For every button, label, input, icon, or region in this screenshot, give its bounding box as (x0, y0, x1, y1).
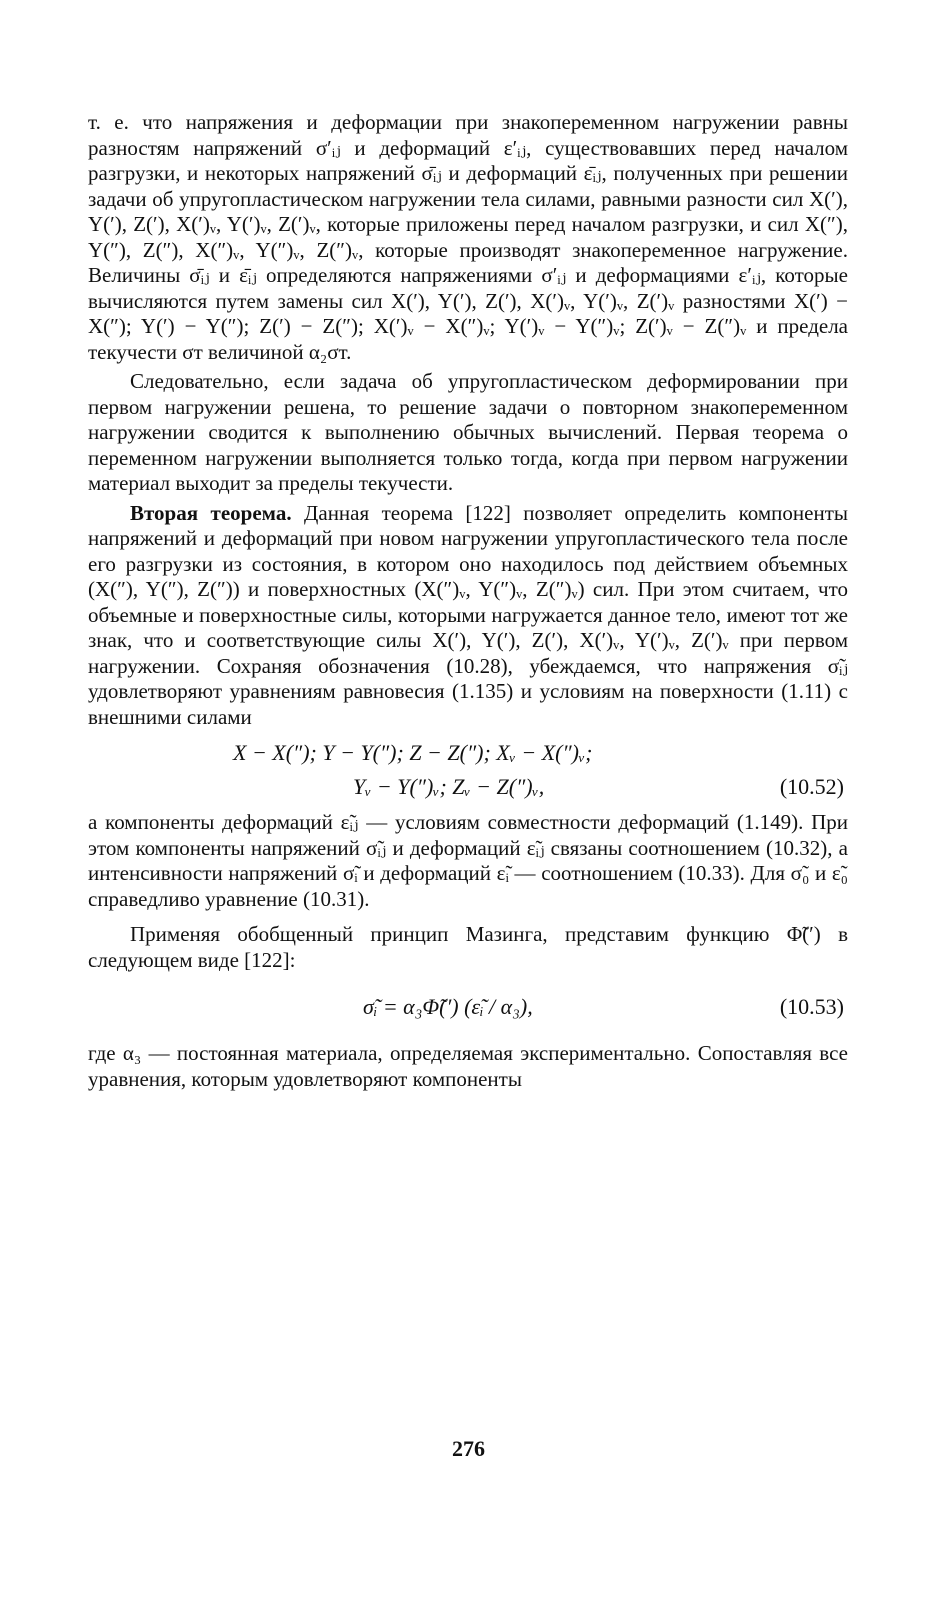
paragraph-last: где α₃ — постоянная материала, определяемая экспериментально. Сопоставляя все уравнения, которым удовлетворяют компоненты (88, 1041, 848, 1091)
paragraph-second-theorem (88, 501, 848, 731)
theorem-text: Данная теорема [122] позволяет определить компоненты напряжений и деформаций при новом нагружении упругопластического тела после его разгрузки из состояния, в котором оно находилось под действием объемных (X(″), Y(″), Z(″)) и поверхностных (X(″)ᵥ, Y(″)ᵥ, Z(″)ᵥ) сил. При этом считаем, что объемные и поверхностные силы, которыми нагружается данное тело, имеют тот же знак, что и соответствующие силы X(′), Y(′), Z(′), X(′)ᵥ, Y(′)ᵥ, Z(′)ᵥ при первом нагружении. Сохраняя обозначения (10.28), убеждаемся, что напряжения σ̃ᵢⱼ удовлетворяют уравнениям равновесия (1.135) и условиям на поверхности (1.11) с внешними силами (88, 500, 848, 729)
equation-number: (10.52) (779, 774, 844, 799)
equation-10-52 (88, 736, 848, 804)
equation-10-53 (88, 977, 848, 1037)
equation-53-body: σ̃ᵢ = α₃Φ̃(′) (ε̃ᵢ / α₃), (363, 994, 533, 1019)
paragraph-strain-compat: а компоненты деформаций ε̃ᵢⱼ — условиям совместности деформаций (1.149). При этом компоненты напряжений σ̃ᵢⱼ и деформаций ε̃ᵢⱼ связаны соотношением (10.32), а интенсивности напряжений σ̃ᵢ и деформаций ε̃ᵢ — соотношением (10.33). Для σ̃₀ и ε̃₀ справедливо уравнение (10.31). (88, 810, 848, 911)
paragraph-consequence: Следовательно, если задача об упругопластическом деформировании при первом нагружении решена, то решение задачи о повторном знакопеременном нагружении сводится к выполнению обычных вычислений. Первая теорема о переменном нагружении выполняется только тогда, когда при первом нагружении материал выходит за пределы текучести. (88, 369, 848, 495)
equation-line-2-text: Yᵥ − Y(″)ᵥ; Zᵥ − Z(″)ᵥ, (353, 774, 545, 799)
equation-line-2 (88, 770, 848, 804)
page-number: 276 (452, 1436, 485, 1461)
equation-line-1: X − X(″); Y − Y(″); Z − Z(″); Xᵥ − X(″)ᵥ; (233, 740, 593, 765)
page-body (88, 110, 848, 1092)
equation-number: (10.53) (779, 994, 844, 1019)
theorem-heading: Вторая теорема. (130, 500, 292, 525)
paragraph-theorem1-conclusion: т. е. что напряжения и деформации при знакопеременном нагружении равны разностям напряжений σ′ᵢⱼ и деформаций ε′ᵢⱼ, существовавших перед началом разгрузки, и некоторых напряжений σ̄ᵢⱼ и деформаций ε̄ᵢⱼ, полученных при решении задачи об упругопластическом нагружении тела силами, равными разности сил X(′), Y(′), Z(′), X(′)ᵥ, Y(′)ᵥ, Z(′)ᵥ, которые приложены перед началом разгрузки, и сил X(″), Y(″), Z(″), X(″)ᵥ, Y(″)ᵥ, Z(″)ᵥ, которые производят знакопеременное нагружение. Величины σ̄ᵢⱼ и ε̄ᵢⱼ определяются напряжениями σ′ᵢⱼ и деформациями ε′ᵢⱼ, которые вычисляются путем замены сил X(′), Y(′), Z(′), X(′)ᵥ, Y(′)ᵥ, Z(′)ᵥ разностями X(′) − X(″); Y(′) − Y(″); Z(′) − Z(″); X(′)ᵥ − X(″)ᵥ; Y(′)ᵥ − Y(″)ᵥ; Z(′)ᵥ − Z(″)ᵥ и предела текучести σт величиной α₂σт. (88, 110, 848, 364)
paragraph-mazing: Применяя обобщенный принцип Мазинга, представим функцию Φ̃(′) в следующем виде [122]: (88, 922, 848, 972)
